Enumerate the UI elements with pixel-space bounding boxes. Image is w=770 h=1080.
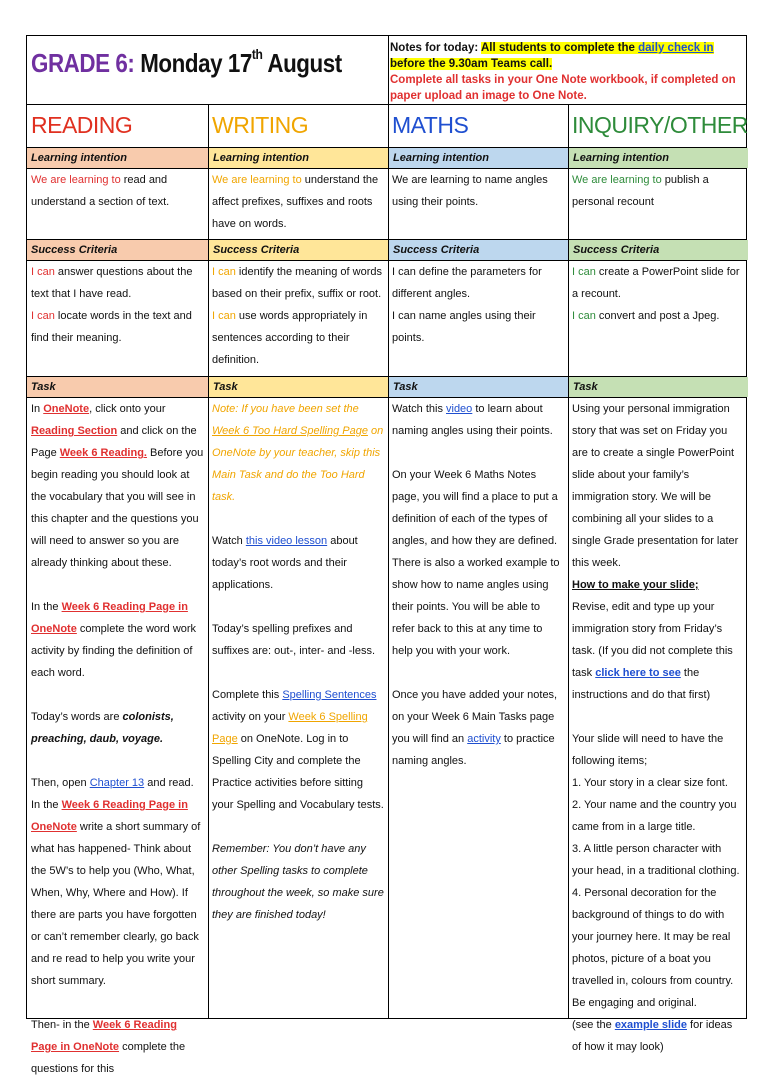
how-to-heading: How to make your slide; [572,579,699,591]
notes-for-today [390,40,746,104]
page-title [31,48,342,79]
notes-highlight: All students to complete the daily check in before the 9.30am Teams call. [390,42,714,70]
writing-task-bar: Task [209,377,388,397]
onenote-link[interactable]: OneNote [43,403,90,415]
too-hard-spelling-link[interactable]: Week 6 Too Hard Spelling Page [212,425,368,437]
maths-criteria-bar: Success Criteria [389,240,568,260]
reading-intention-bar: Learning intention [27,148,208,168]
activity-link[interactable]: activity [467,733,501,745]
writing-intention-bar: Learning intention [209,148,388,168]
divider [27,104,746,105]
divider [388,36,389,105]
reading-task: In OneNote, click onto your Reading Section and click on the Page Week 6 Reading. Before you begin reading you should look at the vocabulary that you will see in this chapter and the questions you will need to answer so you are already thinking about these. In the Week 6 Reading Page in OneNote complete the word work activity by finding the definition of each word. Today’s words are colonists, preaching, daub, voyage. Then, open Chapter 13 and read. In the Week 6 Reading Page in OneNote write a short summary of what has happened- Think about the 5W’s to help you (Who, What, When, Why, Where and How). If there are parts you have forgotten or can’t remember clearly, go back and re read to help you write your short summary. Then- in the Week 6 Reading Page in OneNote complete the questions for this [31,403,204,1075]
date-text: Monday 17th August [140,46,342,78]
reading-task-bar: Task [27,377,208,397]
writing-intention: We are learning to understand the affect prefixes, suffixes and roots have on words. [212,174,379,230]
inquiry-criteria-bar: Success Criteria [569,240,748,260]
maths-task: Watch this video to learn about naming angles using their points. On your Week 6 Maths Notes page, you will find a place to put a definition of each of the types of angles, and how they are defined. There is also a worked example to show how to name angles using their points. You will be able to refer back to this at any time to help you with your work. Once you have added your notes, on your Week 6 Main Tasks page you will find an activity to practice naming angles. [392,403,560,767]
click-here-link[interactable]: click here to see [595,667,681,679]
writing-criteria-bar: Success Criteria [209,240,388,260]
maths-criteria: I can define the parameters for different angles. I can name angles using their points. [392,266,542,344]
maths-intention-bar: Learning intention [389,148,568,168]
grade-label: GRADE 6: [31,48,135,78]
daily-check-in-link[interactable]: daily check in [638,42,714,54]
maths-task-bar: Task [389,377,568,397]
reading-criteria-bar: Success Criteria [27,240,208,260]
inquiry-task-bar: Task [569,377,748,397]
reading-section-link[interactable]: Reading Section [31,425,118,437]
week6-reading-page-link[interactable]: Week 6 Reading Page in OneNote [31,601,188,635]
writing-task: Note: If you have been set the Week 6 Too Hard Spelling Page on OneNote by your teacher, skip this Main Task and do the Too Hard task. Watch this video lesson about today’s root words and their applications. Today’s spelling prefixes and suffixes are: out-, inter- and -less. Complete this Spelling Sentences activity on your Week 6 Spelling Page on OneNote. Log in to Spelling City and complete the Practice activities before sitting your Spelling and Vocabulary tests. Remember: You don’t have any other Spelling tasks to complete throughout the week, so make sure they are finished today! [212,403,384,921]
inquiry-task: Using your personal immigration story that was set on Friday you are to create a single PowerPoint slide about your family’s immigration story. We will be combining all your slides to a single Grade presentation for later this week. How to make your slide; Revise, edit and type up your immigration story from Friday’s task. (If you did not complete this task click here to see the instructions and do that first) Your slide will need to have the following items; 1. Your story in a clear size font. 2. Your name and the country you came from in a large title. 3. A little person character with your head, in a traditional clothing. 4. Personal decoration for the background of things to do with your journey here. It may be real photos, picture of a boat you travelled in, colours from country. Be engaging and original. (see the example slide for ideas of how it may look) [572,403,740,1053]
subject-writing: WRITING [212,112,309,138]
chapter-13-link[interactable]: Chapter 13 [89,777,145,789]
notes-instructions: Complete all tasks in your One Note workbook, if completed on paper upload an image to One Note. [390,74,736,102]
week6-reading-page-link[interactable]: Week 6 Reading Page in OneNote [31,799,188,833]
video-lesson-link[interactable]: this video lesson [245,535,328,547]
writing-criteria: I can identify the meaning of words based on their prefix, suffix or root. I can use words appropriately in sentences according to their definition. [212,266,382,366]
subject-reading: READING [31,112,133,138]
maths-intention: We are learning to name angles using their points. [392,174,548,208]
reading-intention: We are learning to read and understand a section of text. [31,174,170,208]
subject-maths: MATHS [392,112,469,138]
spelling-sentences-link[interactable]: Spelling Sentences [282,689,377,701]
maths-video-link[interactable]: video [446,403,473,415]
subject-inquiry: INQUIRY/OTHER [572,112,748,138]
example-slide-link[interactable]: example slide [614,1019,687,1031]
reading-criteria: I can answer questions about the text that I have read. I can locate words in the text and find their meaning. [31,266,193,344]
inquiry-intention-bar: Learning intention [569,148,748,168]
inquiry-criteria: I can create a PowerPoint slide for a recount. I can convert and post a Jpeg. [572,266,740,322]
week6-reading-page-link[interactable]: Week 6 Reading Page in OneNote [31,1019,177,1053]
lesson-planner-page [26,35,748,1075]
week6-reading-link[interactable]: Week 6 Reading. [59,447,147,459]
inquiry-intention: We are learning to publish a personal recount [572,174,709,208]
week6-spelling-page-link[interactable]: Week 6 Spelling Page [212,711,368,745]
notes-label: Notes for today: [390,42,479,54]
